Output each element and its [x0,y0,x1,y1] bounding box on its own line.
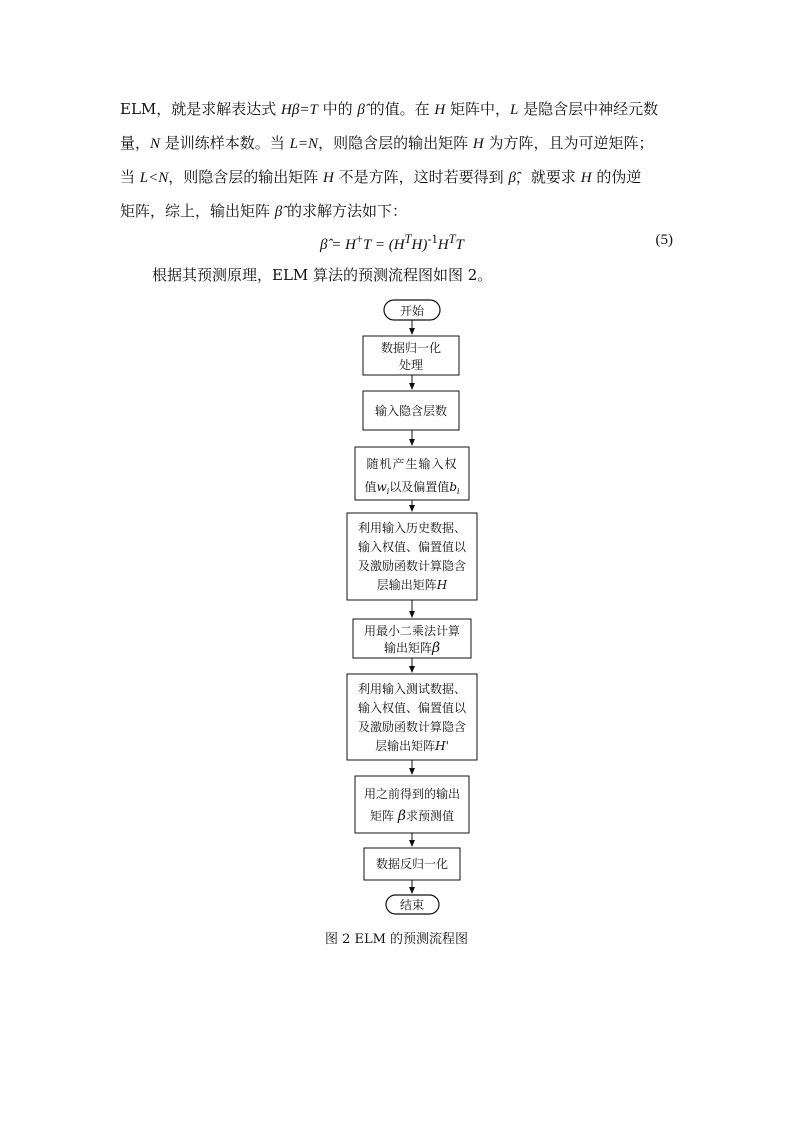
step5-line1: 用最小二乘法计算 [363,624,461,638]
start-label: 开始 [399,304,425,318]
step6-line3: 及激励函数计算隐含 [357,720,467,734]
flow-step-predict [355,776,469,833]
flow-step-random-weights [355,447,469,500]
step4-line3: 及激励函数计算隐含 [357,559,467,573]
step3-line2: 值$w_i$以及偏置值$b_i$ [364,480,460,496]
paragraph-line-1: ELM，就是求解表达式 Hβ=T 中的 β̂ 的值。在 H 矩阵中，L 是隐含层中神经元数 [120,100,659,118]
intro-line: 根据其预测原理，ELM 算法的预测流程图如图 2。 [152,266,493,284]
step3-line1: 随机产生输入权 [366,457,458,471]
flow-step-least-squares [353,619,471,658]
step1-line2: 处理 [398,358,424,372]
equation-body: β̂ = $H^+T = (H^TH)^{-1}H^TT$ [320,232,464,253]
flow-step-denormalize [364,848,460,880]
step1-line1: 数据归一化 [380,341,442,355]
paragraph-line-2: 量，N 是训练样本数。当 L=N，则隐含层的输出矩阵 H 为方阵，且为可逆矩阵； [120,134,654,152]
end-label: 结束 [399,898,425,912]
step4-line4: 层输出矩阵H [376,578,448,592]
flow-step-hidden-layers [363,391,459,430]
flow-step-test-hidden-output [347,674,477,760]
figure-caption: 图 2 ELM 的预测流程图 [324,932,469,947]
step6-line2: 输入权值、偏置值以 [357,701,467,715]
step4-line2: 输入权值、偏置值以 [357,540,467,554]
flow-end [386,895,439,914]
flow-start [384,300,440,320]
flow-step-normalize [363,336,459,375]
flow-step-train-hidden-output [347,513,477,600]
paragraph-line-3: 当 L<N，则隐含层的输出矩阵 H 不是方阵，这时若要得到 β̂，就要求 H 的伪逆 [120,168,642,186]
equation-number: (5) [655,232,673,248]
paragraph-line-4: 矩阵，综上，输出矩阵 β̂ 的求解方法如下： [120,202,408,220]
step6-line1: 利用输入测试数据、 [357,682,467,696]
step6-line4: 层输出矩阵H' [375,739,449,753]
step2-label: 输入隐含层数 [374,404,448,418]
step7-line1: 用之前得到的输出 [363,787,461,801]
step8-label: 数据反归一化 [375,857,449,871]
step7-line2: 矩阵 β求预测值 [370,808,454,824]
step5-line2: 输出矩阵β [383,640,441,656]
step4-line1: 利用输入历史数据、 [357,521,467,535]
